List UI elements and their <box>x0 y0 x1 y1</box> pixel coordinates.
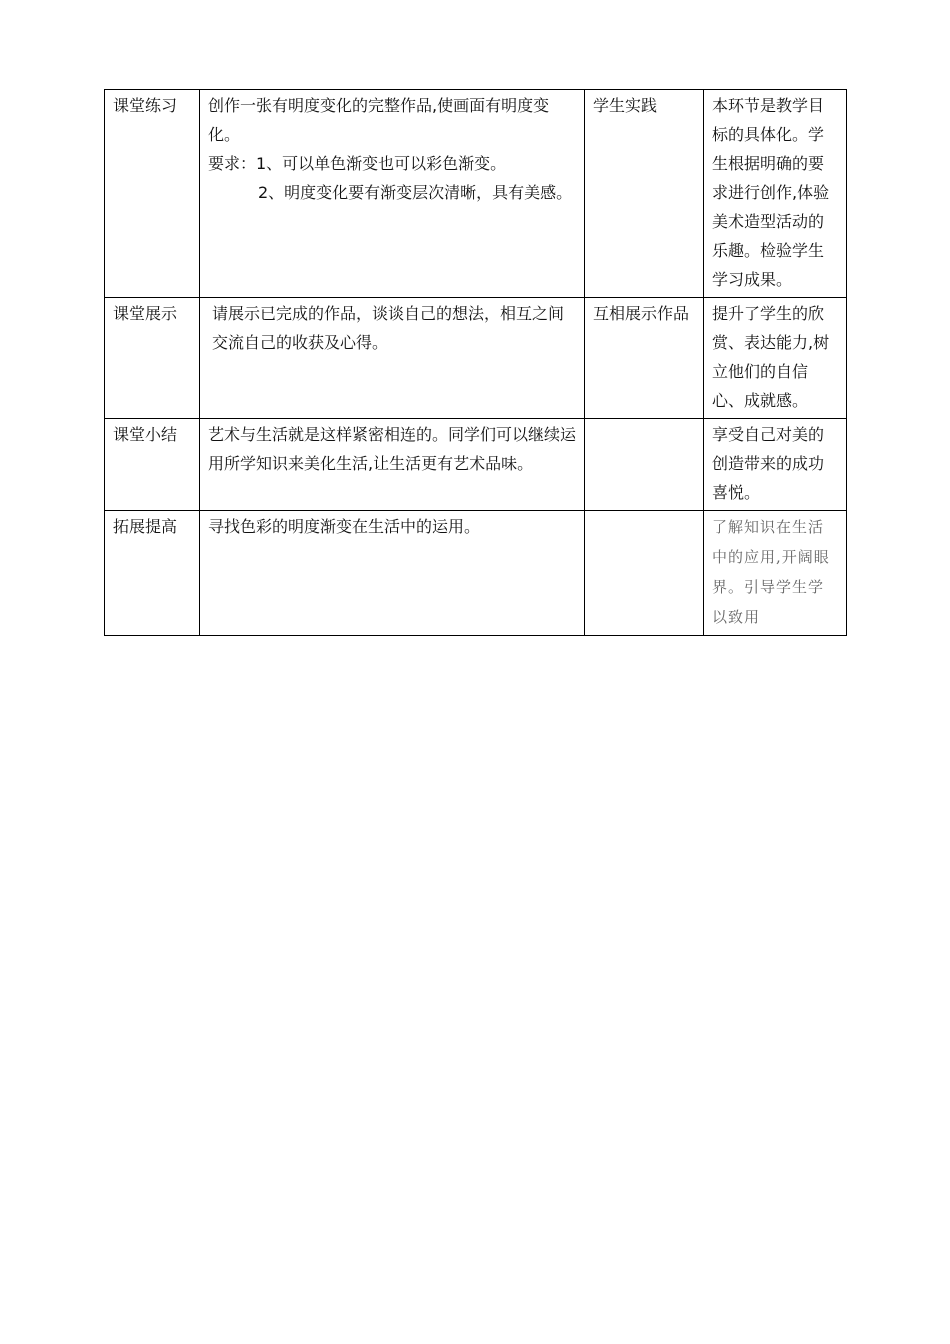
purpose-text: 提升了学生的欣赏、表达能力,树立他们的自信心、成就感。 <box>712 304 830 410</box>
stage-cell <box>105 298 200 419</box>
lesson-plan-table <box>104 89 847 636</box>
content-line: 创作一张有明度变化的完整作品,使画面有明度变化。 <box>208 96 550 144</box>
content-line: 寻找色彩的明度渐变在生活中的运用。 <box>208 517 481 536</box>
activity-cell <box>585 511 704 636</box>
purpose-text: 享受自己对美的创造带来的成功喜悦。 <box>712 425 825 502</box>
content-cell <box>200 90 585 298</box>
table-row-extension <box>105 511 847 636</box>
stage-label: 课堂练习 <box>113 96 178 115</box>
activity-cell <box>585 419 704 511</box>
purpose-text: 本环节是教学目标的具体化。学生根据明确的要求进行创作,体验美术造型活动的乐趣。检验学生学习成果。 <box>712 96 830 289</box>
stage-cell <box>105 90 200 298</box>
table-row-summary <box>105 419 847 511</box>
stage-cell <box>105 511 200 636</box>
purpose-cell <box>704 298 847 419</box>
stage-label: 课堂小结 <box>113 425 178 444</box>
content-cell <box>200 511 585 636</box>
purpose-cell <box>704 419 847 511</box>
stage-label: 课堂展示 <box>113 304 178 323</box>
content-line: 要求：1、可以单色渐变也可以彩色渐变。 <box>208 154 507 173</box>
content-cell <box>200 419 585 511</box>
stage-label: 拓展提高 <box>113 517 178 536</box>
activity-label: 互相展示作品 <box>593 304 690 323</box>
activity-cell <box>585 90 704 298</box>
content-line: 2、明度变化要有渐变层次清晰，具有美感。 <box>258 183 573 202</box>
content-cell <box>200 298 585 419</box>
content-line: 艺术与生活就是这样紧密相连的。同学们可以继续运用所学知识来美化生活,让生活更有艺术品味。 <box>208 425 577 473</box>
activity-label: 学生实践 <box>593 96 658 115</box>
purpose-cell <box>704 511 847 636</box>
purpose-text: 了解知识在生活中的应用,开阔眼界。引导学生学以致用 <box>712 518 830 626</box>
stage-cell <box>105 419 200 511</box>
activity-cell <box>585 298 704 419</box>
content-line: 请展示已完成的作品，谈谈自己的想法，相互之间交流自己的收获及心得。 <box>212 304 565 352</box>
table-row-practice <box>105 90 847 298</box>
table-row-showcase <box>105 298 847 419</box>
purpose-cell <box>704 90 847 298</box>
